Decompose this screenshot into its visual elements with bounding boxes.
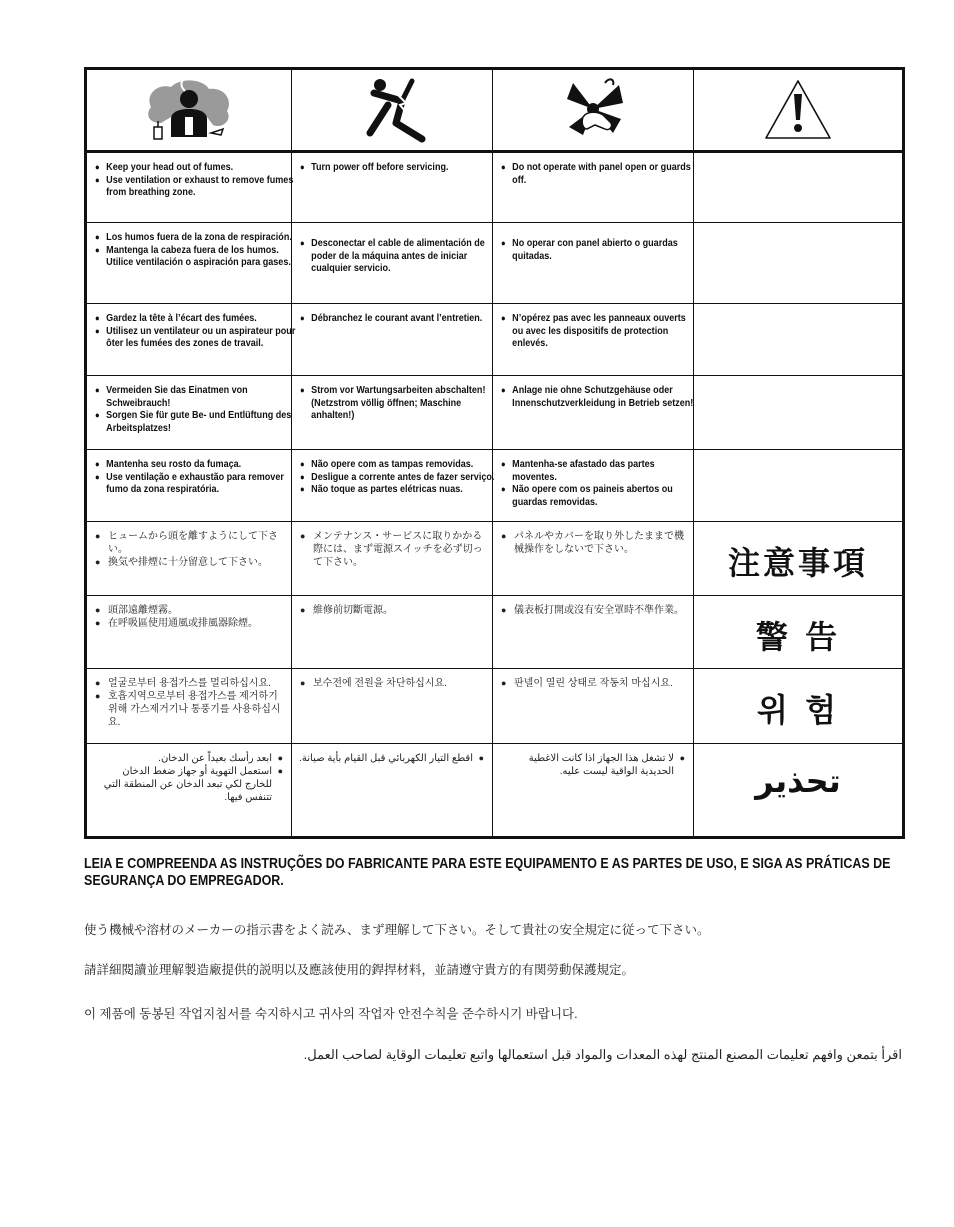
row-japanese — [86, 522, 904, 596]
list-item: ● 維修前切斷電源。 — [300, 604, 486, 617]
icon-cell-shock — [292, 69, 493, 152]
cell-fumes-en — [87, 153, 294, 203]
cell-shock-ja — [292, 522, 492, 573]
row-portuguese — [86, 450, 904, 522]
warning-word-ko: 위 험 — [757, 691, 839, 729]
row-arabic — [86, 744, 904, 838]
icon-cell-fumes — [86, 69, 292, 152]
list-item: ● Use ventilação e exhaustão para remover fumo da zona respiratória. — [95, 471, 296, 496]
cell-shock-ar — [292, 744, 492, 769]
cell-blank — [694, 450, 904, 522]
warning-triangle-icon — [763, 78, 833, 142]
list-item: ● Desligue a corrente antes de fazer serviço. — [300, 471, 497, 484]
list-item: ● Gardez la tête à l’écart des fumées. — [95, 312, 296, 325]
cell-fumes-es — [87, 223, 291, 273]
list-item: ● Não toque as partes elétricas nuas. — [300, 483, 497, 496]
cell-blank — [694, 223, 904, 304]
list-item: ● ابعد رأسك بعيداً عن الدخان. — [93, 752, 283, 765]
list-item: ● Vermeiden Sie das Einatmen von Schweibrauch! — [95, 384, 296, 409]
instruction-japanese: 使う機械や溶材のメーカーの指示書をよく読み、まず理解して下さい。そして貴社の安全規定に従って下さい。 — [84, 923, 710, 937]
row-korean — [86, 669, 904, 744]
cell-parts-ar — [493, 744, 693, 782]
cell-shock-fr — [292, 304, 492, 329]
list-item: ● Mantenha-se afastado das partes moventes. — [501, 458, 698, 483]
list-item: ● N’opérez pas avec les panneaux ouverts ou avec les dispositifs de protection enlevés. — [501, 312, 698, 350]
icon-cell-moving-parts — [493, 69, 694, 152]
instruction-portuguese: LEIA E COMPREENDA AS INSTRUÇÕES DO FABRICANTE PARA ESTE EQUIPAMENTO E AS PARTES DE USO, E SIGA AS PRÁTICAS DE SEGURANÇA DO EMPREGADOR. — [84, 856, 891, 889]
cell-parts-es — [493, 223, 693, 266]
instruction-chinese: 請詳細閱讀並理解製造廠提供的説明以及應該使用的銲捍材料，並請遵守貴方的有関勞動保護規定。 — [84, 963, 635, 977]
list-item: ● استعمل التهوية أو جهاز ضغط الدخان للخارج لكي تبعد الدخان عن المنطقة التي تتنفس فيها. — [93, 765, 283, 804]
cell-parts-ja — [493, 522, 693, 560]
list-item: ● 換気や排煙に十分留意して下さい。 — [95, 556, 285, 569]
row-german — [86, 376, 904, 450]
warning-word-ar: تحذير — [755, 762, 841, 800]
list-item: ● 판넬이 열린 상태로 작동치 마십시요. — [501, 677, 687, 690]
cell-blank — [694, 304, 904, 376]
list-item: ● Sorgen Sie für gute Be- und Entlüftung des Arbeitsplatzes! — [95, 409, 296, 434]
list-item: ● Los humos fuera de la zona de respiración. — [95, 231, 296, 244]
warning-word-zh: 警 告 — [755, 618, 841, 656]
list-item: ● Débranchez le courant avant l’entretien. — [300, 312, 497, 325]
list-item: ● Desconectar el cable de alimentación de poder de la máquina antes de iniciar cualquier servicio. — [300, 237, 497, 275]
warning-word-ja: 注意事項 — [727, 544, 868, 582]
cell-shock-de — [292, 376, 492, 426]
list-item: ● メンテナンス・サービスに取りかかる際には、まず電源スイッチを必ず切って下さい。 — [300, 530, 486, 569]
electric-shock-icon — [352, 75, 432, 145]
icon-row — [86, 69, 904, 152]
moving-parts-icon — [553, 75, 633, 145]
icon-cell-warning — [694, 69, 904, 152]
cell-parts-de — [493, 376, 693, 413]
list-item: ● Mantenha seu rosto da fumaça. — [95, 458, 296, 471]
list-item: ● 在呼吸區使用通風或排風器除煙。 — [95, 617, 285, 630]
instruction-arabic: اقرأ بتمعن وافهم تعليمات المصنع المنتج لهذه المعدات والمواد قبل استعمالها واتبع تعليمات الوقاية لصاحب العمل. — [303, 1047, 902, 1062]
list-item: ● 얼굴로부터 용접가스를 멀리하십시요. — [95, 677, 285, 690]
list-item: ● Do not operate with panel open or guards off. — [501, 161, 698, 186]
cell-fumes-zh — [87, 596, 291, 634]
safety-warning-table — [84, 67, 905, 839]
fumes-icon — [141, 77, 237, 143]
cell-parts-zh — [493, 596, 693, 621]
row-spanish — [86, 223, 904, 304]
cell-shock-es — [292, 223, 492, 279]
cell-parts-en — [493, 153, 693, 190]
cell-fumes-pt — [87, 450, 291, 500]
cell-shock-pt — [292, 450, 495, 500]
cell-shock-zh — [292, 596, 492, 621]
row-english — [86, 152, 904, 223]
instruction-korean: 이 제품에 동봉된 작업지침서를 숙지하시고 귀사의 작업자 안전수칙을 준수하시기 바랍니다. — [84, 1007, 578, 1021]
cell-blank — [694, 376, 904, 450]
list-item: ● Mantenga la cabeza fuera de los humos. Utilice ventilación o aspiración para gases. — [95, 244, 296, 269]
row-chinese — [86, 596, 904, 669]
cell-fumes-ar — [87, 744, 291, 808]
list-item: ● لا تشغل هذا الجهاز اذا كانت الاغطية الحديدية الواقية ليست عليه. — [499, 752, 685, 778]
list-item: ● 儀表板打開或沒有安全罩時不準作業。 — [501, 604, 687, 617]
cell-fumes-ko — [87, 669, 291, 733]
list-item: ● 호흡지역으로부터 용접가스를 제거하기 위해 가스제거기나 통풍기를 사용하십시요. — [95, 690, 285, 729]
cell-blank — [694, 152, 904, 223]
cell-parts-fr — [493, 304, 693, 354]
cell-parts-ko — [493, 669, 693, 694]
cell-shock-en — [292, 153, 492, 178]
list-item: ● Turn power off before servicing. — [300, 161, 497, 174]
list-item: ● Anlage nie ohne Schutzgehäuse oder Innenschutzverkleidung in Betrieb setzen! — [501, 384, 698, 409]
list-item: ● Use ventilation or exhaust to remove fumes from breathing zone. — [95, 174, 296, 199]
list-item: ● 頭部遠離煙霧。 — [95, 604, 285, 617]
list-item: ● Strom vor Wartungsarbeiten abschalten! (Netzstrom völlig öffnen; Maschine anhalten!) — [300, 384, 497, 422]
list-item: ● Não opere com as tampas removidas. — [300, 458, 497, 471]
list-item: ● ヒュームから頭を離すようにして下さい。 — [95, 530, 285, 556]
list-item: ● اقطع التيار الكهربائي قبل القيام بأية صيانة. — [298, 752, 484, 765]
cell-fumes-ja — [87, 522, 291, 573]
list-item: ● Não opere com os paineis abertos ou guardas removidas. — [501, 483, 698, 508]
cell-shock-ko — [292, 669, 492, 694]
row-french — [86, 304, 904, 376]
cell-parts-pt — [493, 450, 693, 512]
list-item: ● 보수전에 전원을 차단하십시요. — [300, 677, 486, 690]
list-item: ● パネルやカバーを取り外したままで機械操作をしないで下さい。 — [501, 530, 687, 556]
cell-fumes-de — [87, 376, 291, 438]
cell-fumes-fr — [87, 304, 296, 354]
list-item: ● No operar con panel abierto o guardas quitadas. — [501, 237, 698, 262]
list-item: ● Utilisez un ventilateur ou un aspirateur pour ôter les fumées des zones de travail. — [95, 325, 296, 350]
list-item: ● Keep your head out of fumes. — [95, 161, 296, 174]
